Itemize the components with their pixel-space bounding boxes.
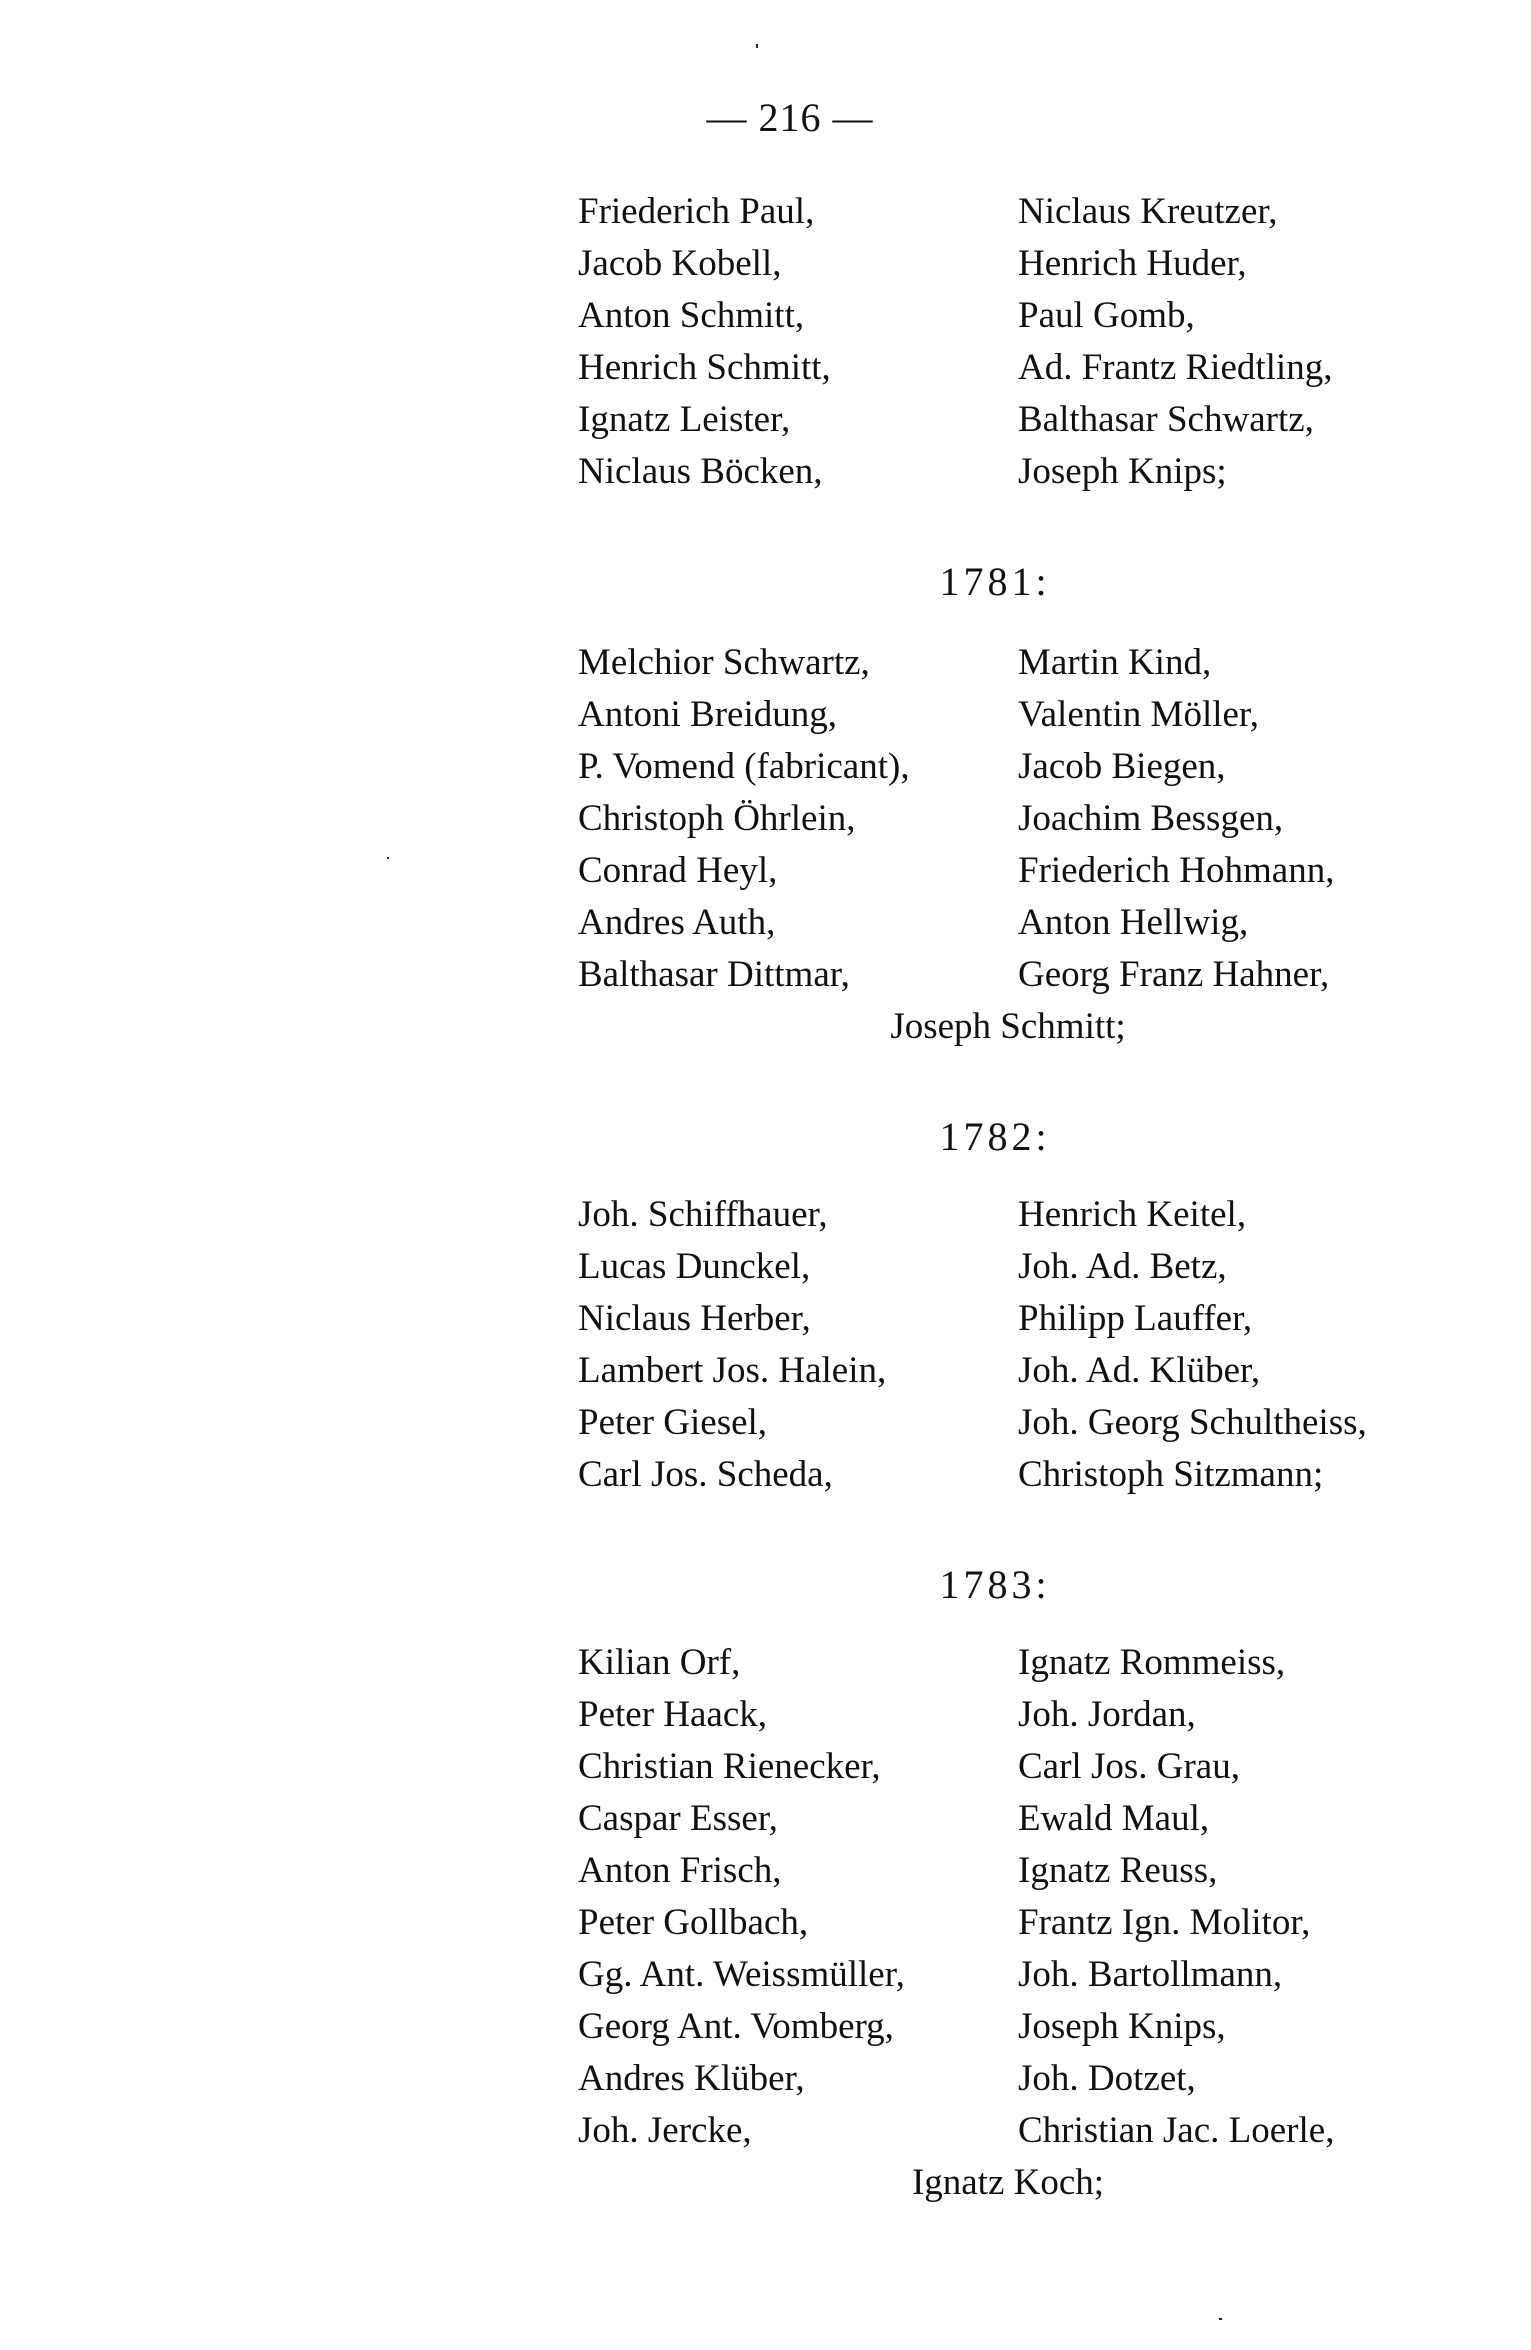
name-right: Joachim Bessgen, [1018, 798, 1284, 839]
name-left: Christian Rienecker, [578, 1746, 881, 1787]
name-left: Joh. Schiffhauer, [578, 1194, 828, 1235]
name-right: Balthasar Schwartz, [1018, 399, 1314, 440]
list-row [578, 1449, 1438, 1501]
name-right: Ignatz Reuss, [1018, 1850, 1218, 1891]
name-left: Melchior Schwartz, [578, 642, 870, 683]
year-heading-1782: 1782: [939, 1114, 1051, 1159]
name-left: Ignatz Leister, [578, 399, 791, 440]
name-left: Niclaus Herber, [578, 1298, 811, 1339]
list-row [578, 1897, 1438, 1949]
name-right: Valentin Möller, [1018, 694, 1260, 735]
name-left: Niclaus Böcken, [578, 451, 823, 492]
scan-speck [387, 857, 389, 859]
name-list-1781 [578, 637, 1438, 1053]
name-right: Joh. Ad. Betz, [1018, 1246, 1227, 1287]
list-row [578, 637, 1438, 689]
name-list-1782 [578, 1189, 1438, 1501]
name-left: Peter Giesel, [578, 1402, 768, 1443]
year-heading-1783: 1783: [939, 1562, 1051, 1607]
name-right: Joh. Jordan, [1018, 1694, 1196, 1735]
name-right: Christoph Sitzmann; [1018, 1454, 1324, 1495]
scan-speck [1219, 2318, 1222, 2320]
list-row [578, 186, 1438, 238]
name-centered: Joseph Schmitt; [890, 1006, 1126, 1047]
name-left: Lambert Jos. Halein, [578, 1350, 887, 1391]
name-right: Joh. Dotzet, [1018, 2058, 1196, 2099]
name-left: Peter Haack, [578, 1694, 768, 1735]
name-right: Philipp Lauffer, [1018, 1298, 1253, 1339]
list-row [578, 342, 1438, 394]
name-right: Joh. Bartollmann, [1018, 1954, 1283, 1995]
name-left: Gg. Ant. Weissmüller, [578, 1954, 905, 1995]
list-row [578, 2105, 1438, 2157]
name-right: Jacob Biegen, [1018, 746, 1226, 787]
scan-speck [756, 44, 758, 48]
name-right: Ewald Maul, [1018, 1798, 1210, 1839]
name-left: Peter Gollbach, [578, 1902, 809, 1943]
name-right: Paul Gomb, [1018, 295, 1195, 336]
name-left: Caspar Esser, [578, 1798, 778, 1839]
name-right: Anton Hellwig, [1018, 902, 1249, 943]
name-left: Henrich Schmitt, [578, 347, 831, 388]
list-row [578, 1949, 1438, 2001]
name-left: Balthasar Dittmar, [578, 954, 850, 995]
name-right: Henrich Keitel, [1018, 1194, 1247, 1235]
name-left: Jacob Kobell, [578, 243, 782, 284]
list-row [578, 290, 1438, 342]
name-right: Henrich Huder, [1018, 243, 1247, 284]
name-right: Joseph Knips, [1018, 2006, 1226, 2047]
name-left: P. Vomend (fabricant), [578, 746, 910, 787]
list-row [578, 1637, 1438, 1689]
list-row-final [578, 1001, 1438, 1053]
list-row [578, 1689, 1438, 1741]
list-row-final [578, 2157, 1438, 2209]
name-left: Conrad Heyl, [578, 850, 778, 891]
name-right: Joh. Georg Schultheiss, [1018, 1402, 1367, 1443]
name-right: Martin Kind, [1018, 642, 1212, 683]
name-right: Frantz Ign. Molitor, [1018, 1902, 1311, 1943]
name-right: Niclaus Kreutzer, [1018, 191, 1278, 232]
list-row [578, 1397, 1438, 1449]
list-row [578, 394, 1438, 446]
list-row [578, 897, 1438, 949]
name-left: Anton Schmitt, [578, 295, 805, 336]
list-row [578, 1845, 1438, 1897]
page-number: — 216 — [706, 95, 874, 140]
name-list-continuation [578, 186, 1438, 498]
name-right: Ignatz Rommeiss, [1018, 1642, 1286, 1683]
list-row [578, 845, 1438, 897]
name-right: Friederich Hohmann, [1018, 850, 1335, 891]
list-row [578, 689, 1438, 741]
name-centered: Ignatz Koch; [911, 2162, 1105, 2203]
name-left: Anton Frisch, [578, 1850, 782, 1891]
name-right: Christian Jac. Loerle, [1018, 2110, 1335, 2151]
list-row [578, 2001, 1438, 2053]
list-row [578, 741, 1438, 793]
list-row [578, 1793, 1438, 1845]
name-left: Antoni Breidung, [578, 694, 837, 735]
name-left: Carl Jos. Scheda, [578, 1454, 833, 1495]
name-left: Andres Klüber, [578, 2058, 805, 2099]
name-left: Georg Ant. Vomberg, [578, 2006, 894, 2047]
name-left: Joh. Jercke, [578, 2110, 752, 2151]
list-row [578, 238, 1438, 290]
name-right: Joh. Ad. Klüber, [1018, 1350, 1261, 1391]
name-left: Kilian Orf, [578, 1642, 741, 1683]
list-row [578, 793, 1438, 845]
list-row [578, 1741, 1438, 1793]
name-left: Christoph Öhrlein, [578, 798, 856, 839]
name-right: Carl Jos. Grau, [1018, 1746, 1240, 1787]
name-right: Ad. Frantz Riedtling, [1018, 347, 1333, 388]
name-left: Lucas Dunckel, [578, 1246, 811, 1287]
list-row [578, 2053, 1438, 2105]
name-list-1783 [578, 1637, 1438, 2209]
list-row [578, 1241, 1438, 1293]
name-right: Georg Franz Hahner, [1018, 954, 1330, 995]
year-heading-1781: 1781: [939, 559, 1051, 604]
name-left: Andres Auth, [578, 902, 776, 943]
list-row [578, 1189, 1438, 1241]
list-row [578, 1345, 1438, 1397]
name-right: Joseph Knips; [1018, 451, 1227, 492]
list-row [578, 446, 1438, 498]
list-row [578, 949, 1438, 1001]
name-left: Friederich Paul, [578, 191, 815, 232]
list-row [578, 1293, 1438, 1345]
